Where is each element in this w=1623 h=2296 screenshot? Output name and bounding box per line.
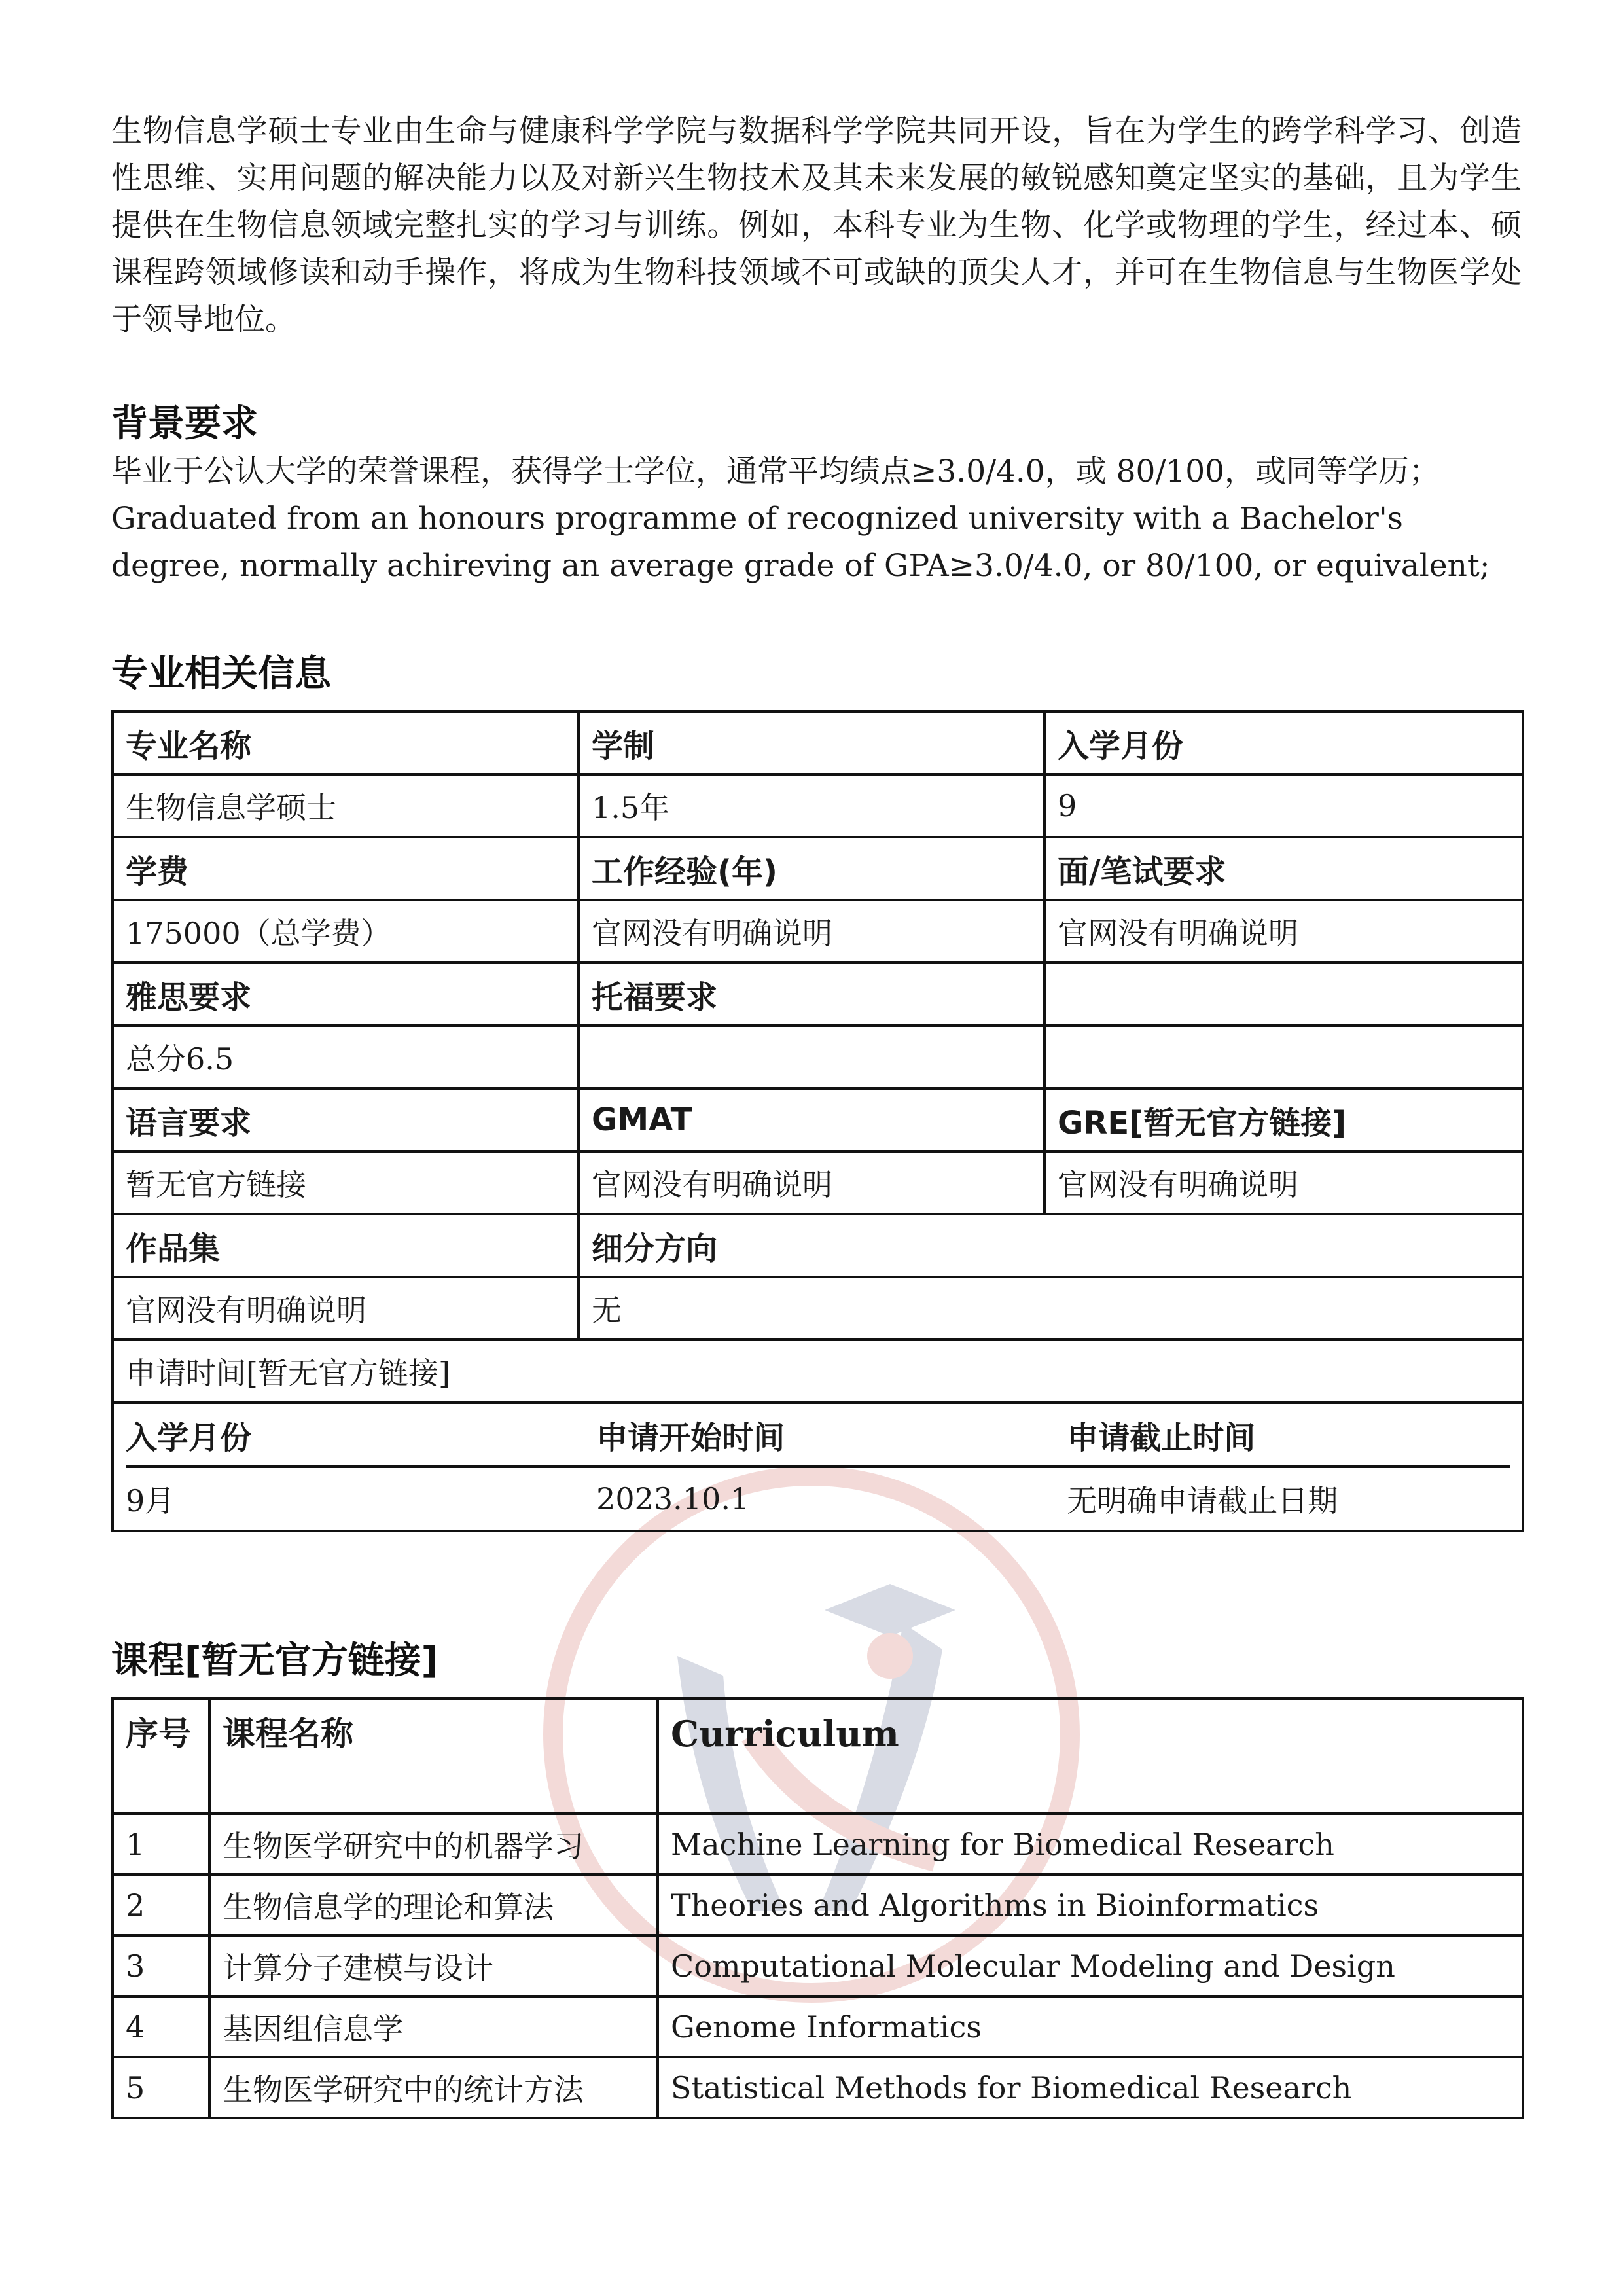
course-no-header: 序号 <box>113 1698 209 1814</box>
course-no: 4 <box>113 1996 209 2057</box>
table-row <box>113 1026 1523 1088</box>
apptime-deadline-label: 申请截止时间 <box>1067 1404 1510 1467</box>
interview-label: 面/笔试要求 <box>1044 837 1523 900</box>
intake-value: 9 <box>1044 774 1523 837</box>
direction-value: 无 <box>579 1277 1523 1340</box>
portfolio-value: 官网没有明确说明 <box>113 1277 579 1340</box>
table-row <box>113 963 1523 1026</box>
table-row <box>113 837 1523 900</box>
application-time-table <box>126 1404 1510 1530</box>
tuition-label: 学费 <box>113 837 579 900</box>
major-label: 专业名称 <box>113 711 579 774</box>
table-row <box>113 2057 1523 2118</box>
course-no: 3 <box>113 1935 209 1996</box>
document-page <box>111 108 1522 2119</box>
intro-paragraph: 生物信息学硕士专业由生命与健康科学学院与数据科学学院共同开设，旨在为学生的跨学科学习、创造性思维、实用问题的解决能力以及对新兴生物技术及其未来发展的敏锐感知奠定坚实的基础，且为学生提供在生物信息领域完整扎实的学习与训练。例如，本科专业为生物、化学或物理的学生，经过本、硕课程跨领域修读和动手操作，将成为生物科技领域不可或缺的顶尖人才，并可在生物信息与生物医学处于领导地位。 <box>111 113 1522 338</box>
ielts-value: 总分6.5 <box>113 1026 579 1088</box>
gmat-value: 官网没有明确说明 <box>579 1151 1044 1214</box>
course-name-en: Theories and Algorithms in Bioinformatics <box>658 1874 1523 1935</box>
course-name-en: Machine Learning for Biomedical Research <box>658 1814 1523 1874</box>
table-row <box>126 1404 1510 1467</box>
course-name-cn: 生物医学研究中的统计方法 <box>209 2057 658 2118</box>
table-row <box>113 1340 1523 1403</box>
duration-value: 1.5年 <box>579 774 1044 837</box>
language-value: 暂无官方链接 <box>113 1151 579 1214</box>
toefl-value <box>579 1026 1044 1088</box>
apptime-month-value: 9月 <box>126 1483 175 1518</box>
program-info-table <box>111 710 1524 1532</box>
table-row <box>126 1467 1510 1530</box>
work-value: 官网没有明确说明 <box>579 900 1044 963</box>
course-name-cn: 生物医学研究中的机器学习 <box>209 1814 658 1874</box>
language-label: 语言要求 <box>113 1088 579 1151</box>
course-name-cn: 生物信息学的理论和算法 <box>209 1874 658 1935</box>
table-row <box>113 711 1523 774</box>
course-name-en: Computational Molecular Modeling and Design <box>658 1935 1523 1996</box>
direction-label: 细分方向 <box>579 1214 1523 1277</box>
table-row <box>113 1088 1523 1151</box>
course-no: 5 <box>113 2057 209 2118</box>
course-name-en: Genome Informatics <box>658 1996 1523 2057</box>
course-name-cn: 计算分子建模与设计 <box>209 1935 658 1996</box>
table-row <box>113 1996 1523 2057</box>
interview-value: 官网没有明确说明 <box>1044 900 1523 963</box>
table-row <box>113 1935 1523 1996</box>
background-text-cn: 毕业于公认大学的荣誉课程，获得学士学位，通常平均绩点≥3.0/4.0，或 80/100，或同等学历； <box>111 454 1440 490</box>
table-row <box>113 774 1523 837</box>
table-row <box>113 1814 1523 1874</box>
major-value: 生物信息学硕士 <box>113 774 579 837</box>
table-row <box>113 1874 1523 1935</box>
apptime-month-label: 入学月份 <box>126 1404 596 1467</box>
tuition-value: 175000（总学费） <box>113 900 579 963</box>
table-row <box>113 1151 1523 1214</box>
intake-label: 入学月份 <box>1044 711 1523 774</box>
table-row <box>113 1698 1523 1814</box>
course-no: 2 <box>113 1874 209 1935</box>
table-row <box>113 1214 1523 1277</box>
background-title: 背景要求 <box>111 403 258 445</box>
application-time-title: 申请时间[暂无官方链接] <box>113 1340 1523 1403</box>
course-name-en: Statistical Methods for Biomedical Research <box>658 2057 1523 2118</box>
blank-value <box>1044 1026 1523 1088</box>
apptime-start-value: 2023.10.1 <box>596 1481 750 1516</box>
duration-label: 学制 <box>579 711 1044 774</box>
toefl-label: 托福要求 <box>579 963 1044 1026</box>
application-time-block <box>113 1403 1523 1531</box>
ielts-label: 雅思要求 <box>113 963 579 1026</box>
course-name-en-header: Curriculum <box>658 1698 1523 1814</box>
table-row <box>113 1403 1523 1531</box>
gmat-label: GMAT <box>579 1088 1044 1151</box>
table-row <box>113 1277 1523 1340</box>
work-label: 工作经验(年) <box>579 837 1044 900</box>
table-row <box>113 900 1523 963</box>
apptime-deadline-value: 无明确申请截止日期 <box>1067 1483 1338 1518</box>
info-title: 专业相关信息 <box>111 653 331 695</box>
gre-label: GRE[暂无官方链接] <box>1044 1088 1523 1151</box>
background-text-en: Graduated from an honours programme of recognized university with a Bachelor's degree, normally achireving an average grade of GPA≥3.0/4.0, or 80/100, or equivalent; <box>111 501 1490 584</box>
apptime-start-label: 申请开始时间 <box>596 1404 1067 1467</box>
courses-title: 课程[暂无官方链接] <box>111 1640 438 1682</box>
course-name-cn-header: 课程名称 <box>209 1698 658 1814</box>
courses-table <box>111 1697 1524 2119</box>
course-name-cn: 基因组信息学 <box>209 1996 658 2057</box>
course-no: 1 <box>113 1814 209 1874</box>
portfolio-label: 作品集 <box>113 1214 579 1277</box>
gre-value: 官网没有明确说明 <box>1044 1151 1523 1214</box>
blank-label <box>1044 963 1523 1026</box>
